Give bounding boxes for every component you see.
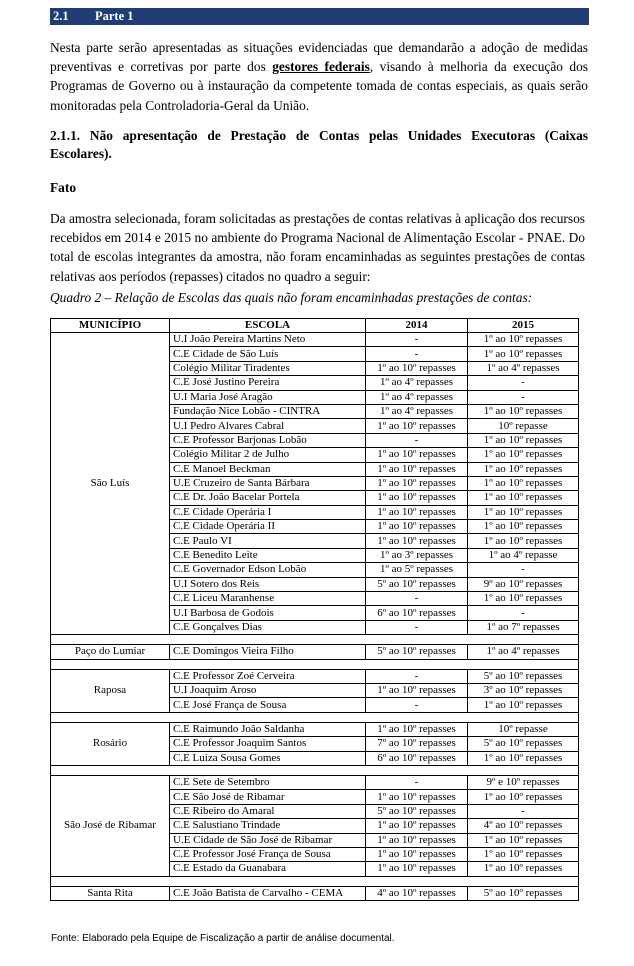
year-2014-cell: - [366,775,468,789]
table-caption: Quadro 2 – Relação de Escolas das quais não foram encaminhadas prestações de contas: [50,290,533,305]
municipio-cell: São Luís [51,333,170,635]
escola-cell: Fundação Nice Lobão - CINTRA [170,404,366,418]
year-2014-cell: - [366,669,468,683]
year-2014-cell: - [366,433,468,447]
escola-cell: C.E Benedito Leite [170,548,366,562]
year-2014-cell: 1º ao 10º repasses [366,448,468,462]
escola-cell: C.E João Batista de Carvalho - CEMA [170,886,366,900]
escola-cell: C.E Raimundo João Saldanha [170,722,366,736]
municipio-cell: Rosário [51,722,170,765]
table-row [51,886,579,900]
year-2015-cell: 10º repasse [468,419,579,433]
year-2014-cell: 1º ao 10º repasses [366,819,468,833]
escola-cell: C.E José França de Sousa [170,698,366,712]
year-2015-cell: 5º ao 10º repasses [468,669,579,683]
escola-cell: C.E Paulo VI [170,534,366,548]
year-2015-cell: 1º ao 10º repasses [468,833,579,847]
year-2014-cell: - [366,333,468,347]
year-2014-cell: 1º ao 4º repasses [366,376,468,390]
escola-cell: U.I Maria José Aragão [170,390,366,404]
group-spacer-cell [51,659,579,669]
escola-cell: C.E São José de Ribamar [170,790,366,804]
escola-cell: C.E Luiza Sousa Gomes [170,751,366,765]
escola-cell: C.E Gonçalves Dias [170,620,366,634]
year-2015-cell: 1º ao 4º repasse [468,548,579,562]
escola-cell: U.E Cidade de São José de Ribamar [170,833,366,847]
escola-cell: U.E Cruzeiro de Santa Bárbara [170,476,366,490]
escola-cell: C.E Cidade Operária II [170,520,366,534]
escola-cell: U.I Joaquim Aroso [170,683,366,697]
municipio-cell: Paço do Lumiar [51,645,170,659]
intro-text-before: Nesta parte serão apresentadas as situações evidenciadas que demandarão a adoção de medidas preventivas e corretivas por parte dos [50,40,588,75]
year-2015-cell: - [468,390,579,404]
table-row [51,669,579,683]
table-header-row [51,319,579,333]
fato-label: Fato [50,180,77,195]
year-2015-cell: 1º ao 10º repasses [468,404,579,418]
escola-cell: U.I Barbosa de Godois [170,606,366,620]
year-2014-cell: 1º ao 10º repasses [366,505,468,519]
year-2014-cell: 1º ao 3º repasses [366,548,468,562]
escola-cell: Colégio Militar 2 de Julho [170,448,366,462]
escola-cell: U.I Sotero dos Reis [170,577,366,591]
year-2015-cell: 9º e 10º repasses [468,775,579,789]
year-2015-cell: 1º ao 10º repasses [468,347,579,361]
year-2014-cell: 1º ao 10º repasses [366,361,468,375]
year-2014-cell: 1º ao 4º repasses [366,404,468,418]
table-row [51,722,579,736]
escola-cell: C.E Cidade de São Luís [170,347,366,361]
escola-cell: C.E Salustiano Trindade [170,819,366,833]
escola-cell: C.E Professor Joaquim Santos [170,737,366,751]
year-2015-cell: - [468,376,579,390]
escola-cell: C.E Cidade Operária I [170,505,366,519]
year-2015-cell: 1º ao 7º repasses [468,620,579,634]
year-2014-cell: 1º ao 5º repasses [366,563,468,577]
year-2015-cell: 1º ao 10º repasses [468,698,579,712]
year-2014-cell: 1º ao 10º repasses [366,833,468,847]
header-2015: 2015 [468,319,579,333]
header-2014: 2014 [366,319,468,333]
intro-text-after: , visando à melhoria da execução dos Programas de Governo ou à instauração da competente tomada de contas especiais, as quais serão monitoradas pela Controladoria-Geral da União. [50,59,588,113]
municipio-cell: Santa Rita [51,886,170,900]
escola-cell: C.E José Justino Pereira [170,376,366,390]
escola-cell: C.E Estado da Guanabara [170,862,366,876]
municipio-cell: Raposa [51,669,170,712]
year-2014-cell: 1º ao 4º repasses [366,390,468,404]
year-2014-cell: 1º ao 10º repasses [366,476,468,490]
table-row [51,645,579,659]
year-2014-cell: 5º ao 10º repasses [366,645,468,659]
year-2015-cell: - [468,606,579,620]
year-2015-cell: 3º ao 10º repasses [468,683,579,697]
group-spacer-row [51,876,579,886]
year-2015-cell: 1º ao 4º repasses [468,361,579,375]
year-2015-cell: 1º ao 10º repasses [468,433,579,447]
year-2015-cell: 1º ao 10º repasses [468,534,579,548]
escola-cell: C.E Manoel Beckman [170,462,366,476]
group-spacer-row [51,635,579,645]
year-2014-cell: - [366,347,468,361]
schools-table [50,318,579,901]
subsection-heading: 2.1.1. Não apresentação de Prestação de Contas pelas Unidades Executoras (Caixas Escolares). [50,128,588,161]
group-spacer-cell [51,712,579,722]
intro-paragraph [50,38,588,115]
year-2014-cell: - [366,698,468,712]
header-escola: ESCOLA [170,319,366,333]
group-spacer-cell [51,635,579,645]
year-2015-cell: 1º ao 10º repasses [468,592,579,606]
year-2015-cell: 1º ao 10º repasses [468,751,579,765]
year-2014-cell: 1º ao 10º repasses [366,491,468,505]
year-2014-cell: 1º ao 10º repasses [366,534,468,548]
year-2015-cell: 1º ao 10º repasses [468,333,579,347]
year-2014-cell: 1º ao 10º repasses [366,520,468,534]
year-2014-cell: 5º ao 10º repasses [366,804,468,818]
year-2014-cell: 1º ao 10º repasses [366,462,468,476]
table-body [51,333,579,901]
section-number: 2.1 [53,9,69,23]
section-header [50,8,589,25]
year-2015-cell: 1º ao 10º repasses [468,448,579,462]
group-spacer-cell [51,765,579,775]
group-spacer-row [51,659,579,669]
table-source: Fonte: Elaborado pela Equipe de Fiscalização a partir de análise documental. [51,933,395,944]
section-title: Parte 1 [95,9,134,23]
year-2014-cell: - [366,592,468,606]
year-2015-cell: 1º ao 10º repasses [468,476,579,490]
escola-cell: Colégio Militar Tiradentes [170,361,366,375]
year-2015-cell: 1º ao 10º repasses [468,862,579,876]
municipio-cell: São José de Ribamar [51,775,170,876]
year-2015-cell: 1º ao 10º repasses [468,520,579,534]
intro-highlight: gestores federais [272,59,370,75]
year-2015-cell: 1º ao 10º repasses [468,462,579,476]
year-2014-cell: 1º ao 10º repasses [366,722,468,736]
year-2015-cell: 9º ao 10º repasses [468,577,579,591]
year-2014-cell: 1º ao 10º repasses [366,862,468,876]
year-2015-cell: 5º ao 10º repasses [468,737,579,751]
escola-cell: C.E Liceu Maranhense [170,592,366,606]
table-row [51,333,579,347]
year-2014-cell: 5º ao 10º repasses [366,577,468,591]
escola-cell: C.E Professor José França de Sousa [170,847,366,861]
escola-cell: C.E Professor Zoé Cerveira [170,669,366,683]
escola-cell: C.E Dr. João Bacelar Portela [170,491,366,505]
year-2014-cell: 6º ao 10º repasses [366,606,468,620]
year-2014-cell: 1º ao 10º repasses [366,847,468,861]
year-2014-cell: 1º ao 10º repasses [366,419,468,433]
year-2014-cell: 4º ao 10º repasses [366,886,468,900]
year-2015-cell: - [468,804,579,818]
year-2015-cell: 1º ao 10º repasses [468,790,579,804]
year-2015-cell: 5º ao 10º repasses [468,886,579,900]
year-2014-cell: 1º ao 10º repasses [366,683,468,697]
schools-table-container [50,318,578,901]
year-2015-cell: - [468,563,579,577]
group-spacer-cell [51,876,579,886]
group-spacer-row [51,765,579,775]
year-2014-cell: 7º ao 10º repasses [366,737,468,751]
year-2015-cell: 1º ao 4º repasses [468,645,579,659]
escola-cell: C.E Domingos Vieira Filho [170,645,366,659]
year-2015-cell: 10º repasse [468,722,579,736]
year-2015-cell: 1º ao 10º repasses [468,491,579,505]
group-spacer-row [51,712,579,722]
year-2015-cell: 1º ao 10º repasses [468,847,579,861]
body-paragraph: Da amostra selecionada, foram solicitadas as prestações de contas relativas à aplicação dos recursos recebidos em 2014 e 2015 no ambiente do Programa Nacional de Alimentação Escolar - PNAE. Do total de escolas integrantes da amostra, não foram encaminhadas as seguintes prestações de contas relativas aos períodos (repasses) citados no quadro a seguir: [50,211,585,284]
header-municipio: MUNICÍPIO [51,319,170,333]
year-2015-cell: 4º ao 10º repasses [468,819,579,833]
year-2014-cell: 6º ao 10º repasses [366,751,468,765]
escola-cell: C.E Ribeiro do Amaral [170,804,366,818]
year-2014-cell: - [366,620,468,634]
escola-cell: U.I João Pereira Martins Neto [170,333,366,347]
year-2014-cell: 1º ao 10º repasses [366,790,468,804]
escola-cell: U.I Pedro Alvares Cabral [170,419,366,433]
escola-cell: C.E Professor Barjonas Lobão [170,433,366,447]
escola-cell: C.E Governador Edson Lobão [170,563,366,577]
table-row [51,775,579,789]
escola-cell: C.E Sete de Setembro [170,775,366,789]
year-2015-cell: 1º ao 10º repasses [468,505,579,519]
